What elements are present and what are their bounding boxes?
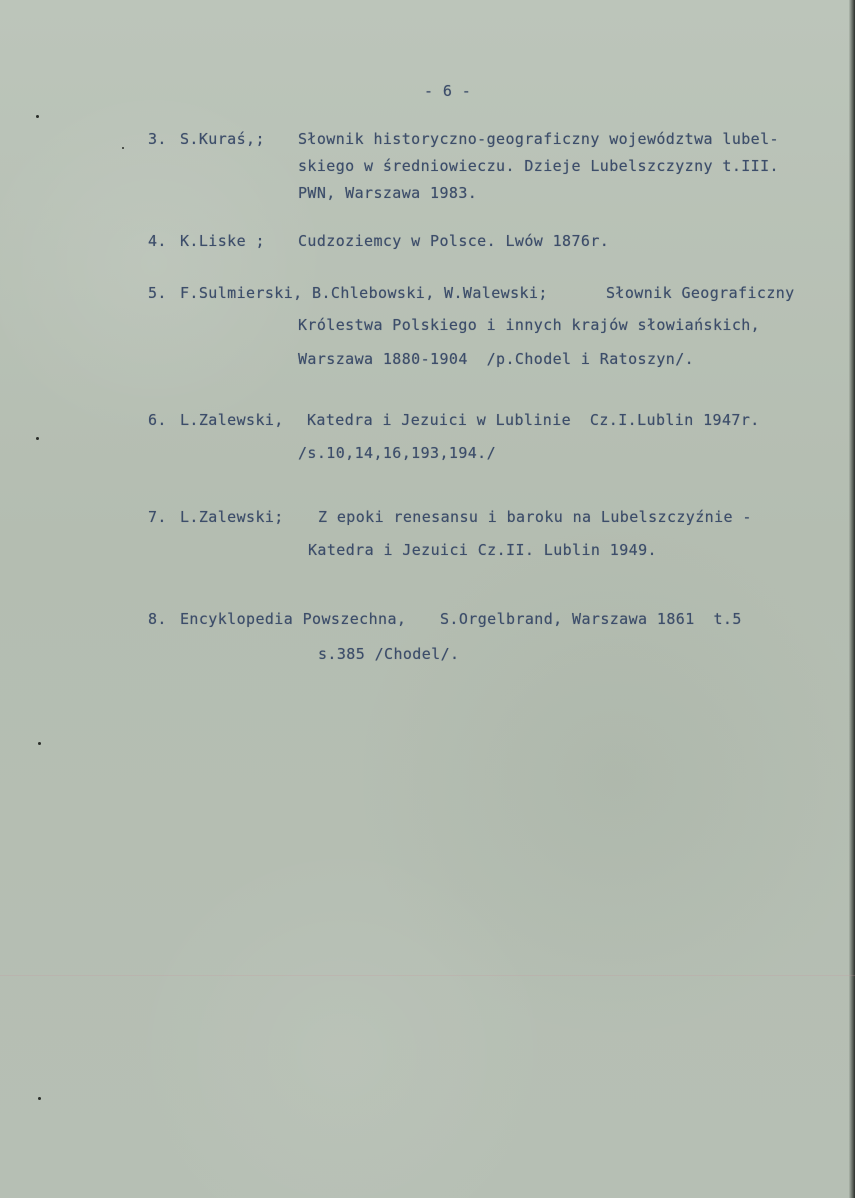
reference-number: 4. <box>148 232 167 250</box>
ink-speck <box>122 147 124 149</box>
reference-number: 8. <box>148 610 167 628</box>
reference-number: 7. <box>148 508 167 526</box>
reference-publication-line: S.Orgelbrand, Warszawa 1861 t.5 <box>440 610 742 628</box>
reference-title-line: Z epoki renesansu i baroku na Lubelszczyźnie - <box>318 508 752 526</box>
reference-author: Encyklopedia Powszechna, <box>180 610 407 628</box>
paper-fold-line <box>0 975 855 976</box>
reference-title-line: Królestwa Polskiego i innych krajów słowiańskich, <box>298 316 761 334</box>
ink-speck <box>36 437 39 440</box>
reference-title-line: Cudzoziemcy w Polsce. Lwów 1876r. <box>298 232 610 250</box>
ink-speck <box>38 1097 41 1100</box>
reference-publication-line: Warszawa 1880-1904 /p.Chodel i Ratoszyn/. <box>298 350 695 368</box>
reference-number: 3. <box>148 130 167 148</box>
reference-pages-line: s.385 /Chodel/. <box>318 645 460 663</box>
reference-author: K.Liske ; <box>180 232 265 250</box>
reference-title-line: Katedra i Jezuici Cz.II. Lublin 1949. <box>308 541 657 559</box>
reference-title-line: skiego w średniowieczu. Dzieje Lubelszczyzny t.III. <box>298 157 779 175</box>
page-number: - 6 - <box>424 82 472 100</box>
reference-author: L.Zalewski, <box>180 411 284 429</box>
reference-author: L.Zalewski; <box>180 508 284 526</box>
reference-author: F.Sulmierski, B.Chlebowski, W.Walewski; <box>180 284 548 302</box>
ink-speck <box>38 742 41 745</box>
reference-publication-line: PWN, Warszawa 1983. <box>298 184 478 202</box>
ink-speck <box>36 115 39 118</box>
reference-pages-line: /s.10,14,16,193,194./ <box>298 444 497 462</box>
page-edge-shadow <box>849 0 855 1198</box>
reference-title-line: Słownik historyczno-geograficzny województwa lubel- <box>298 130 779 148</box>
reference-title-line: Katedra i Jezuici w Lublinie Cz.I.Lublin 1947r. <box>307 411 760 429</box>
reference-number: 6. <box>148 411 167 429</box>
reference-author: S.Kuraś,; <box>180 130 265 148</box>
reference-number: 5. <box>148 284 167 302</box>
reference-title-line: Słownik Geograficzny <box>606 284 795 302</box>
